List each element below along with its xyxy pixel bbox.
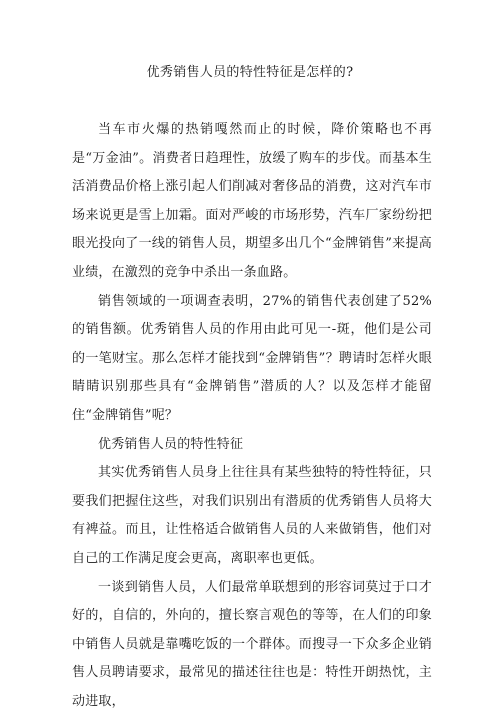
document-body xyxy=(72,116,432,716)
section-heading: 优秀销售人员的特性特征 xyxy=(72,431,432,460)
paragraph-impression: 一谈到销售人员，人们最常单联想到的形容词莫过于口才好的，自信的，外向的，擅长察言观色的等等，在人们的印象中销售人员就是靠嘴吃饭的一个群体。而搜寻一下众多企业销售人员聘请要求，最常见的描述往往也是：特性开朗热忱，主动进取， xyxy=(72,574,432,716)
paragraph-intro: 当车市火爆的热销嘎然而止的时候，降价策略也不再是“万金油”。消费者日趋理性，放缓了购车的步伐。而基本生活消费品价格上涨引起人们削减对奢侈品的消费，这对汽车市场来说更是雪上加霜。面对严峻的市场形势，汽车厂家纷纷把眼光投向了一线的销售人员，期望多出几个“金牌销售”来提高业绩，在激烈的竞争中杀出一条血路。 xyxy=(72,116,432,288)
document-title: 优秀销售人员的特性特征是怎样的? xyxy=(0,63,500,83)
paragraph-traits: 其实优秀销售人员身上往往具有某些独特的特性特征，只要我们把握住这些，对我们识别出有潜质的优秀销售人员将大有裨益。而且，让性格适合做销售人员的人来做销售，他们对自己的工作满足度会更高，离职率也更低。 xyxy=(72,459,432,573)
paragraph-survey: 销售领域的一项调查表明，27%的销售代表创建了52%的销售额。优秀销售人员的作用由此可见一-斑，他们是公司的一笔财宝。那么怎样才能找到“金牌销售”？聘请时怎样火眼睛睛识别那些具有“金牌销售”潜质的人？以及怎样才能留住“金牌销售”呢？ xyxy=(72,288,432,431)
